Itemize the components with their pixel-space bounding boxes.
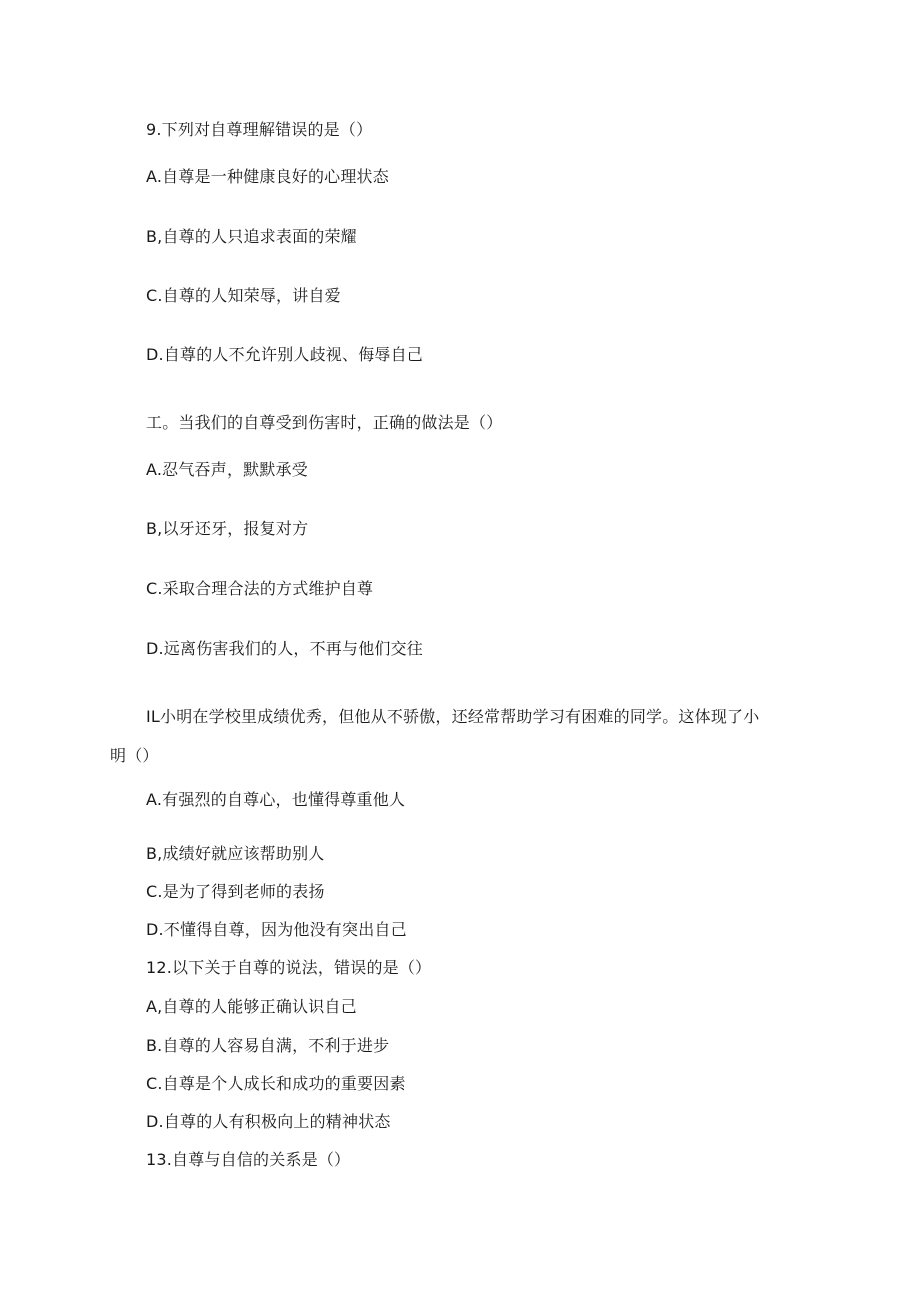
question-9-option-a: A.自尊是一种健康良好的心理状态	[146, 167, 389, 186]
question-12-option-c: C.自尊是个人成长和成功的重要因素	[146, 1074, 406, 1093]
question-12-option-a: A,自尊的人能够正确认识自己	[146, 997, 357, 1016]
question-9-stem: 9.下列对自尊理解错误的是（）	[146, 120, 373, 139]
question-9-option-d: D.自尊的人不允许别人歧视、侮辱自己	[146, 345, 424, 364]
question-10-option-a: A.忍气吞声，默默承受	[146, 460, 308, 479]
question-11-stem-line2: 明（）	[110, 746, 159, 765]
question-11-option-b: B,成绩好就应该帮助别人	[146, 844, 325, 863]
question-13-stem: 13.自尊与自信的关系是（）	[146, 1150, 351, 1169]
question-10-option-b: B,以牙还牙，报复对方	[146, 519, 309, 538]
question-12-option-b: B.自尊的人容易自满，不利于进步	[146, 1036, 390, 1055]
question-11-stem-line1: IL小明在学校里成绩优秀，但他从不骄傲，还经常帮助学习有困难的同学。这体现了小	[146, 707, 760, 726]
question-10-option-c: C.采取合理合法的方式维护自尊	[146, 579, 374, 598]
question-11-option-a: A.有强烈的自尊心，也懂得尊重他人	[146, 790, 406, 809]
question-9-option-c: C.自尊的人知荣辱，讲自爱	[146, 286, 341, 305]
question-11-option-c: C.是为了得到老师的表扬	[146, 882, 325, 901]
question-11-option-d: D.不懂得自尊，因为他没有突出自己	[146, 920, 407, 939]
question-10-stem: 工。当我们的自尊受到伤害时，正确的做法是（）	[146, 413, 503, 432]
question-9-option-b: B,自尊的人只追求表面的荣耀	[146, 227, 357, 246]
question-12-option-d: D.自尊的人有积极向上的精神状态	[146, 1112, 391, 1131]
question-12-stem: 12.以下关于自尊的说法，错误的是（）	[146, 958, 432, 977]
question-10-option-d: D.远离伤害我们的人，不再与他们交往	[146, 639, 424, 658]
